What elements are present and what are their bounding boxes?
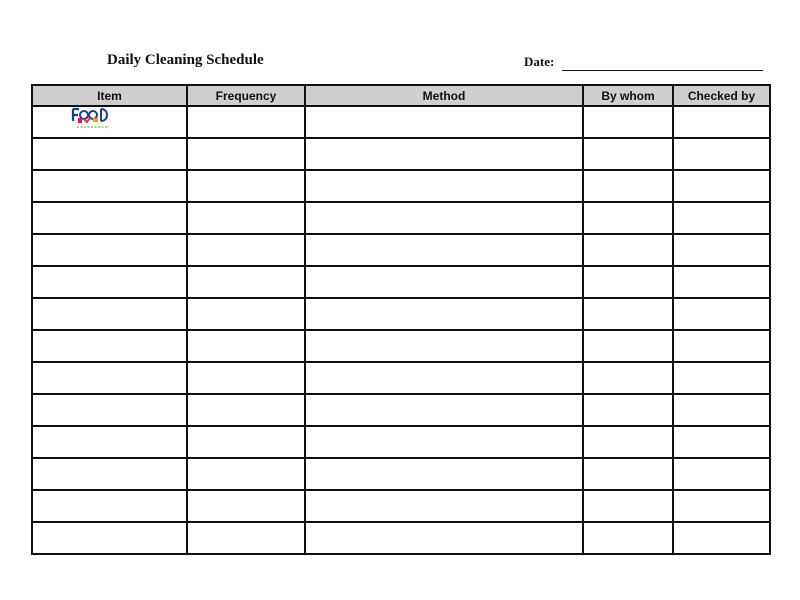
date-underline[interactable] [562, 70, 763, 71]
cell-by-whom[interactable] [583, 522, 673, 554]
cell-frequency[interactable] [187, 138, 305, 170]
cell-frequency[interactable] [187, 298, 305, 330]
cell-method[interactable] [305, 490, 583, 522]
cell-checked-by[interactable] [673, 458, 770, 490]
cell-frequency[interactable] [187, 394, 305, 426]
cell-checked-by[interactable] [673, 170, 770, 202]
table-row [32, 266, 770, 298]
cell-item[interactable] [32, 298, 187, 330]
cell-method[interactable] [305, 138, 583, 170]
table-row [32, 426, 770, 458]
cell-item[interactable] [32, 458, 187, 490]
cell-checked-by[interactable] [673, 298, 770, 330]
cell-by-whom[interactable] [583, 138, 673, 170]
cell-item[interactable] [32, 490, 187, 522]
cell-method[interactable] [305, 266, 583, 298]
cell-item[interactable] [32, 394, 187, 426]
cell-method[interactable] [305, 106, 583, 138]
cell-by-whom[interactable] [583, 330, 673, 362]
cell-item[interactable] [32, 522, 187, 554]
cell-by-whom[interactable] [583, 490, 673, 522]
cell-by-whom[interactable] [583, 234, 673, 266]
cell-checked-by[interactable] [673, 490, 770, 522]
cell-item[interactable] [32, 170, 187, 202]
cell-method[interactable] [305, 170, 583, 202]
cleaning-schedule-table [31, 84, 771, 555]
cell-checked-by[interactable] [673, 426, 770, 458]
cell-by-whom[interactable] [583, 298, 673, 330]
cell-frequency[interactable] [187, 362, 305, 394]
cell-frequency[interactable] [187, 522, 305, 554]
cell-checked-by[interactable] [673, 234, 770, 266]
cell-checked-by[interactable] [673, 202, 770, 234]
cell-method[interactable] [305, 394, 583, 426]
cell-by-whom[interactable] [583, 394, 673, 426]
table-row [32, 106, 770, 138]
cell-method[interactable] [305, 458, 583, 490]
table-row [32, 394, 770, 426]
cell-checked-by[interactable] [673, 394, 770, 426]
cell-checked-by[interactable] [673, 106, 770, 138]
cell-item[interactable] [32, 234, 187, 266]
cell-checked-by[interactable] [673, 138, 770, 170]
cell-by-whom[interactable] [583, 106, 673, 138]
cell-method[interactable] [305, 298, 583, 330]
table-row [32, 330, 770, 362]
column-header-method: Method [305, 85, 583, 106]
cell-by-whom[interactable] [583, 170, 673, 202]
table-row [32, 458, 770, 490]
cell-by-whom[interactable] [583, 202, 673, 234]
column-header-by-whom: By whom [583, 85, 673, 106]
cell-frequency[interactable] [187, 266, 305, 298]
cell-frequency[interactable] [187, 106, 305, 138]
cell-method[interactable] [305, 362, 583, 394]
cell-checked-by[interactable] [673, 266, 770, 298]
cell-item[interactable] [32, 202, 187, 234]
cell-frequency[interactable] [187, 234, 305, 266]
food-logo-icon [69, 107, 113, 131]
cell-method[interactable] [305, 522, 583, 554]
cell-by-whom[interactable] [583, 426, 673, 458]
cell-by-whom[interactable] [583, 362, 673, 394]
cell-frequency[interactable] [187, 202, 305, 234]
cell-item[interactable] [32, 266, 187, 298]
table-row [32, 202, 770, 234]
table-row [32, 298, 770, 330]
cell-item[interactable] [32, 426, 187, 458]
table-row [32, 138, 770, 170]
cell-method[interactable] [305, 234, 583, 266]
date-label: Date: [524, 54, 555, 69]
cell-by-whom[interactable] [583, 458, 673, 490]
column-header-checked-by: Checked by [673, 85, 770, 106]
cell-item[interactable] [32, 330, 187, 362]
cell-item[interactable] [32, 106, 187, 138]
cell-checked-by[interactable] [673, 362, 770, 394]
column-header-frequency: Frequency [187, 85, 305, 106]
table-header-row [32, 85, 770, 106]
cell-method[interactable] [305, 426, 583, 458]
column-header-item: Item [32, 85, 187, 106]
table-row [32, 170, 770, 202]
cell-method[interactable] [305, 330, 583, 362]
table-row [32, 362, 770, 394]
cell-by-whom[interactable] [583, 266, 673, 298]
cell-frequency[interactable] [187, 170, 305, 202]
cell-frequency[interactable] [187, 426, 305, 458]
cell-checked-by[interactable] [673, 330, 770, 362]
cell-frequency[interactable] [187, 330, 305, 362]
cell-checked-by[interactable] [673, 522, 770, 554]
cell-method[interactable] [305, 202, 583, 234]
table-row [32, 522, 770, 554]
table-row [32, 490, 770, 522]
cell-frequency[interactable] [187, 490, 305, 522]
cell-item[interactable] [32, 362, 187, 394]
table-row [32, 234, 770, 266]
date-field[interactable] [524, 54, 764, 74]
cell-item[interactable] [32, 138, 187, 170]
page-title: Daily Cleaning Schedule [107, 52, 264, 68]
cell-frequency[interactable] [187, 458, 305, 490]
